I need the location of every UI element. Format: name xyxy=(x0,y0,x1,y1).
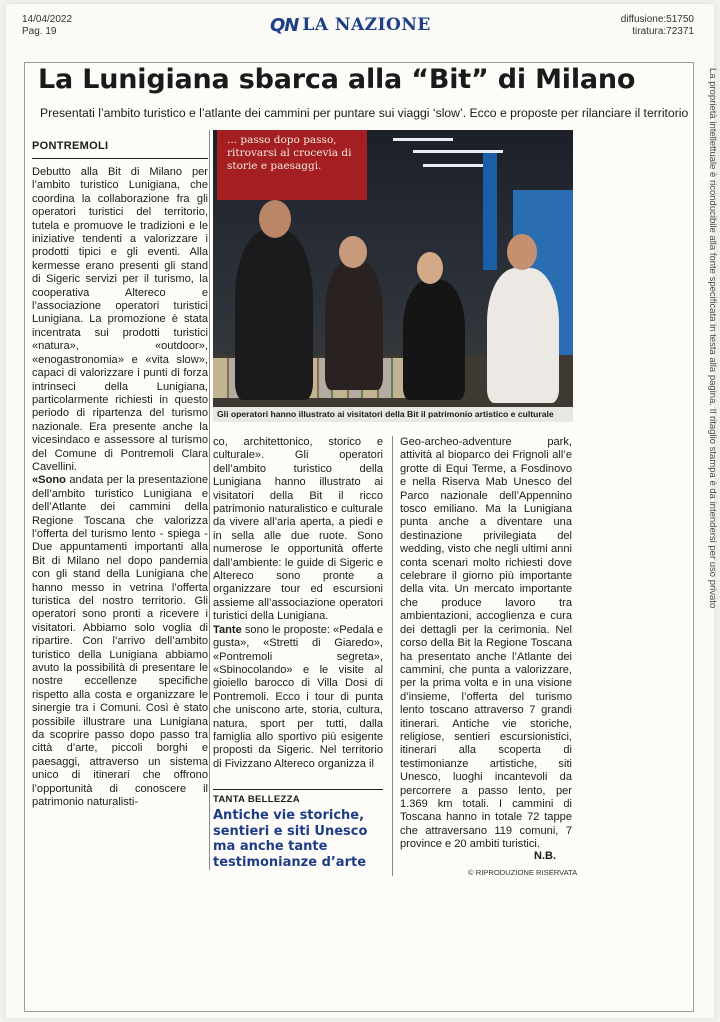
article-column-2 xyxy=(213,436,383,771)
paragraph-lead-word: «Sono xyxy=(32,474,66,487)
article-column-1 xyxy=(32,166,208,810)
photo-person xyxy=(235,230,313,400)
section-rule xyxy=(213,789,383,790)
section-label: TANTA BELLEZZA xyxy=(213,794,300,805)
column-3-paragraph-1: Geo-archeo-adventure park, attività al bioparco dei Frignoli all’e grotte di Equi Terme, a Fosdinovo e nella Riserva Mab Unesco del Parco nazionale dell’Appennino tosco emiliano. Ma la Lunigiana punta anche a diventare una destinazione privilegiata del wedding, visto che negli ultimi anni conta scenari molto richiesti dove celebrare il giorno più importante della vita. Un mercato importante che produce lavoro tra ambientazioni, accoglienza e cura dei dettagli per la cerimonia. Nel corso della Bit la Regione Toscana ha presentato anche l’Atlante dei cammini, che punta a valorizzare, per la prima volta e in una visione d’insieme, l’offerta del turismo lento toscano attraverso 7 grandi itinerari. Antiche vie storiche, religiose, sentieri escursionistici, itinerari alla scoperta di testimonianze artistiche, siti Unesco, luoghi incantevoli da percorrere a passo lento, per 1.369 km totali. I cammini di Toscana hanno in totale 72 tappe che attraversano 119 comuni, 7 province e 20 ambiti turistici. xyxy=(400,436,572,851)
photo-banner-text: ... passo dopo passo, ritrovarsi al crocevia di storie e paesaggi. xyxy=(217,130,367,200)
photo-person xyxy=(325,260,383,390)
clipping-date: 14/04/2022 xyxy=(22,14,73,25)
column-1-paragraph-1: Debutto alla Bit di Milano per l’ambito turistico Lunigiana, che coordina la collaborazione fra gli operatori turistici del territorio, tutela e promuove le tradizioni e le iniziative tendenti a valorizzare i prodotti tipici e gli eventi. Alla kermesse erano presenti gli stand di Sigeric servizi per il turismo, la cooperativa Altereco e l’associazione operatori turistici Lunigiana. La promozione è stata incentrata sui prodotti turistici «natura», «outdoor», «enogastronomia» e «vita slow», capaci di valorizzare i punti di forza intrinseci della Lunigiana, particolarmente richiesti in questo periodo di ripartenza del turismo nazionale. Era presente anche la vicesindaco e assessore al turismo del Comune di Pontremoli Clara Cavellini. xyxy=(32,166,208,473)
photo-ceiling-light xyxy=(423,164,483,167)
article-headline: La Lunigiana sbarca alla “Bit” di Milano xyxy=(38,64,636,95)
photo-person-head xyxy=(417,252,443,284)
photo-ceiling-light xyxy=(393,138,453,141)
logo-qn-mark: QN xyxy=(270,14,299,36)
article-photo xyxy=(213,130,573,407)
column-divider xyxy=(209,130,210,870)
column-divider xyxy=(392,436,393,876)
paragraph-lead-word: Tante xyxy=(213,623,242,636)
circulation-figure: diffusione:51750 xyxy=(620,14,694,25)
article-dateline: PONTREMOLI xyxy=(32,140,109,152)
photo-person-head xyxy=(259,200,291,238)
article-subtitle: Presentati l’ambito turistico e l’atlante dei cammini per puntare sui viaggi ‘slow’. Ecco e proposte per rilanciare il territorio xyxy=(40,106,689,120)
article-column-3 xyxy=(400,436,572,852)
clipping-meta-left xyxy=(22,14,72,38)
column-2-paragraph-2 xyxy=(213,624,383,771)
reproduction-rights-note: © RIPRODUZIONE RISERVATA xyxy=(468,868,578,877)
photo-caption: Gli operatori hanno illustrato ai visitatori della Bit il patrimonio artistico e culturale xyxy=(213,407,573,422)
photo-person-head xyxy=(339,236,367,268)
paragraph-body: sono le proposte: «Pedala e gusta», «Stretti di Giaredo», «Pontremoli segreta», «Sbinocolando» e le visite al gioiello barocco di Villa Dosi di Pontremoli. Ecco i tour di punta che uniscono arte, storia, cultura, natura, sport per tutti, dalla famiglia allo sportivo più esigente proposti da Sigeric. Nel territorio di Fivizzano Altereco organizza il xyxy=(213,623,384,770)
newspaper-logo xyxy=(270,13,431,37)
photo-person xyxy=(403,280,465,400)
clipping-page-number: Pag. 19 xyxy=(22,26,57,37)
section-headline: Antiche vie storiche, sentieri e siti Unesco ma anche tante testimonianze d’arte xyxy=(213,808,368,870)
paragraph-body: andata per la presentazione dell’ambito turistico Lunigiana e dell’Atlante dei cammini della Regione Toscana che valorizza l’offerta del turismo lento - spiega - Due appuntamenti importanti alla Bit di Milano nel dopo pandemia con gli stand della Lunigiana che hanno messo in vetrina l’offerta turistica del nostro territorio. Gli operatori sono pronti a ricevere i visitatori. Abbiamo solo voglia di ripartire. Con l’arrivo dell’ambito turistico della Lunigiana abbiamo avuto la possibilità di presentare le nostre eccellenze specifiche rispetto alla costa e organizzare le sinergie tra i Comuni. Così è stato possibile illustrare una Lunigiana da scoprire passo dopo passo tra città d’arte, piccoli borghi e paesaggi, attraverso un sistema unico di itinerari che offrono l’opportunità di conoscere il patrimonio naturalisti- xyxy=(32,474,208,809)
print-run-figure: tiratura:72371 xyxy=(632,26,694,37)
copyright-side-note: La proprietà intellettuale è riconducibile alla fonte specificata in testa alla pagina. Il ritaglio stampa è da intendersi per uso privato xyxy=(707,68,718,609)
photo-stand-panel xyxy=(483,150,497,270)
dateline-rule xyxy=(32,158,208,159)
author-signature: N.B. xyxy=(534,850,556,862)
photo-ceiling-light xyxy=(413,150,503,153)
photo-person-head xyxy=(507,234,537,270)
logo-newspaper-name: LA NAZIONE xyxy=(302,15,431,35)
clipping-meta-right xyxy=(621,14,694,38)
column-2-paragraph-1: co, architettonico, storico e culturale». Gli operatori dell’ambito turistico della Lunigiana hanno illustrato ai visitatori della Bit il ricco patrimonio naturalistico e culturale da vivere all’aria aperta, a piedi e in sella alle due ruote. Sono numerose le opportunità offerte dall’ambiente: le guide di Sigeric e Altereco sono pronte a organizzare tour ed escursioni assieme all’associazione operatori turistici della Lunigiana. xyxy=(213,436,383,623)
column-1-paragraph-2 xyxy=(32,474,208,809)
photo-person xyxy=(487,268,559,403)
